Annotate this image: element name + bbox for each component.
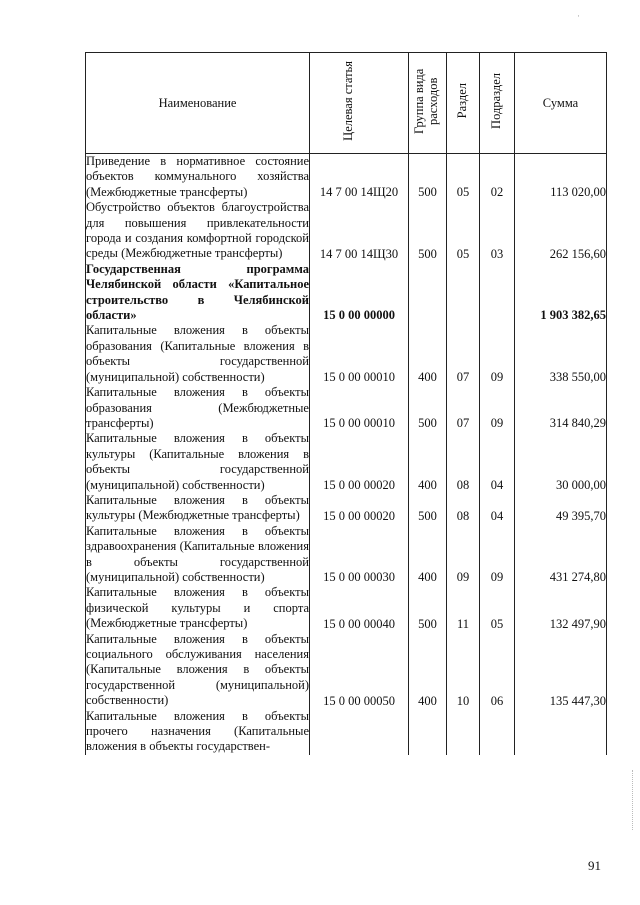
row-sum: 132 497,90 [515, 585, 607, 631]
row-name: Государственная программа Челябинской области «Капитальное строительство в Челябинской области» [86, 261, 309, 323]
row-code: 15 0 00 00000 [310, 262, 409, 324]
row-group: 500 [409, 200, 447, 262]
row-group: 500 [409, 154, 447, 201]
header-name: Наименование [86, 53, 310, 154]
row-group: 400 [409, 323, 447, 385]
row-sum: 314 840,29 [515, 385, 607, 431]
row-name: Капитальные вложения в объекты образования (Межбюджетные трансферты) [86, 385, 309, 430]
row-name: Капитальные вложения в объекты образования (Капитальные вложения в объекты государственной (муниципальной) собственности) [86, 323, 309, 384]
row-name: Капитальные вложения в объекты культуры (Капитальные вложения в объекты государственной (муниципальной) собственности) [86, 431, 309, 492]
row-subsection: 05 [480, 585, 515, 631]
row-code: 14 7 00 14Щ30 [310, 200, 409, 262]
row-section: 09 [447, 524, 480, 586]
page-number: 91 [588, 858, 601, 873]
row-section: 05 [447, 200, 480, 262]
header-code-text: Целевая статья [341, 61, 355, 141]
row-code: 15 0 00 00040 [310, 585, 409, 631]
header-group-text: Группа вида расходов [411, 68, 440, 134]
row-group: 500 [409, 493, 447, 524]
row-code: 14 7 00 14Щ20 [310, 154, 409, 201]
row-subsection: 02 [480, 154, 515, 201]
row-name: Капитальные вложения в объекты культуры (Межбюджетные трансферты) [86, 492, 309, 523]
row-code: 15 0 00 00030 [310, 524, 409, 586]
row-sum: 113 020,00 [515, 154, 607, 201]
header-group [409, 53, 447, 154]
row-group: 400 [409, 431, 447, 493]
header-section [447, 53, 480, 154]
header-sum: Сумма [515, 53, 607, 154]
table-row [86, 493, 607, 524]
row-code: 15 0 00 00050 [310, 632, 409, 709]
table-row [86, 200, 607, 262]
row-code: 15 0 00 00010 [310, 385, 409, 431]
row-sum: 1 903 382,65 [515, 262, 607, 324]
table-row-continued [86, 709, 607, 755]
row-sum: 135 447,30 [515, 632, 607, 709]
header-section-text: Раздел [455, 83, 470, 119]
row-group [409, 262, 447, 324]
table-row [86, 524, 607, 586]
row-subsection [480, 262, 515, 324]
row-name: Обустройство объектов благоустройства для повышения привлекательности города и создания комфортной городской среды (Межбюджетные трансферты) [86, 200, 309, 261]
table-row [86, 154, 607, 201]
row-subsection [480, 709, 515, 755]
row-section: 10 [447, 632, 480, 709]
row-subsection: 09 [480, 524, 515, 586]
budget-table [85, 52, 607, 755]
table-row [86, 323, 607, 385]
header-subsection [480, 53, 515, 154]
row-group: 400 [409, 524, 447, 586]
row-section: 08 [447, 431, 480, 493]
row-subsection: 03 [480, 200, 515, 262]
row-section: 08 [447, 493, 480, 524]
header-code [310, 53, 409, 154]
row-name: Капитальные вложения в объекты здравоохранения (Капитальные вложения в объекты государственной (муниципальной) собственности) [86, 523, 309, 584]
row-section: 05 [447, 154, 480, 201]
row-section: 07 [447, 385, 480, 431]
row-sum: 30 000,00 [515, 431, 607, 493]
table-header-row [86, 53, 607, 154]
table-row-program [86, 262, 607, 324]
row-section [447, 262, 480, 324]
row-code: 15 0 00 00020 [310, 493, 409, 524]
row-section [447, 709, 480, 755]
row-sum: 262 156,60 [515, 200, 607, 262]
row-subsection: 09 [480, 323, 515, 385]
scan-edge-line [632, 770, 635, 830]
row-code [310, 709, 409, 755]
table-row [86, 632, 607, 709]
row-code: 15 0 00 00010 [310, 323, 409, 385]
row-sum: 49 395,70 [515, 493, 607, 524]
row-name: Капитальные вложения в объекты социального обслуживания населения (Капитальные вложения в объекты государственной (муниципальной) собственности) [86, 631, 309, 708]
row-section: 07 [447, 323, 480, 385]
table-row [86, 431, 607, 493]
row-subsection: 09 [480, 385, 515, 431]
scan-mark: · [577, 11, 580, 21]
row-group [409, 709, 447, 755]
row-name: Капитальные вложения в объекты прочего назначения (Капитальные вложения в объекты государствен- [86, 708, 309, 754]
row-sum: 431 274,80 [515, 524, 607, 586]
table-row [86, 585, 607, 631]
row-name: Приведение в нормативное состояние объектов коммунального хозяйства (Межбюджетные трансферты) [86, 154, 309, 199]
row-group: 400 [409, 632, 447, 709]
row-group: 500 [409, 585, 447, 631]
row-subsection: 04 [480, 431, 515, 493]
header-subsection-text: Подраздел [489, 73, 504, 129]
row-code: 15 0 00 00020 [310, 431, 409, 493]
row-sum [515, 709, 607, 755]
row-section: 11 [447, 585, 480, 631]
row-name: Капитальные вложения в объекты физической культуры и спорта (Межбюджетные трансферты) [86, 585, 309, 631]
row-group: 500 [409, 385, 447, 431]
row-subsection: 06 [480, 632, 515, 709]
row-subsection: 04 [480, 493, 515, 524]
table-row [86, 385, 607, 431]
row-sum: 338 550,00 [515, 323, 607, 385]
